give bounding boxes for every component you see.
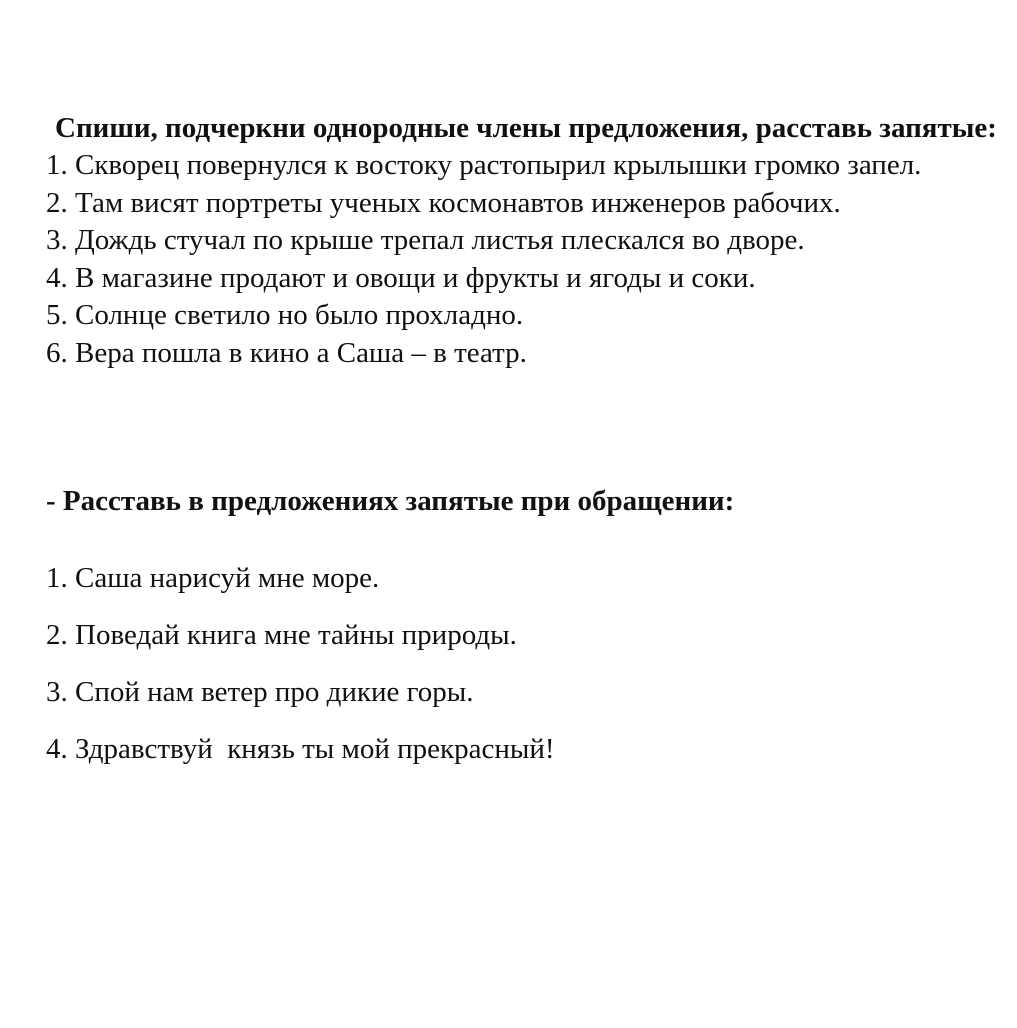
task-1-sentence: 6. Вера пошла в кино а Саша – в театр.: [46, 336, 527, 369]
task-1-sentence: 5. Солнце светило но было прохладно.: [46, 299, 524, 331]
task-2-sentence: 1. Саша нарисуй мне море.: [46, 562, 380, 594]
task-2-sentence: 3. Спой нам ветер про дикие горы.: [46, 676, 474, 708]
worksheet: [46, 110, 1011, 765]
task-1-title: Спиши, подчеркни однородные члены предложения, расставь запятые:: [55, 112, 997, 144]
task-2-sentences: [46, 560, 1011, 788]
task-2-title: - Расставь в предложениях запятые при обращении:: [46, 485, 735, 517]
task-1-sentence: 3. Дождь стучал по крыше трепал листья плескался во дворе.: [46, 224, 805, 256]
task-2-sentence: 2. Поведай книга мне тайны природы.: [46, 619, 517, 651]
task-1-sentence: 1. Скворец повернулся к востоку растопырил крылышки громко запел.: [46, 149, 922, 181]
task-2-sentence: 4. Здравствуй князь ты мой прекрасный!: [46, 733, 555, 765]
task-1-sentence: 2. Там висят портреты ученых космонавтов инженеров рабочих.: [46, 186, 841, 219]
task-1-sentences: [46, 147, 1011, 372]
task-1-sentence: 4. В магазине продают и овощи и фрукты и ягоды и соки.: [46, 261, 756, 294]
